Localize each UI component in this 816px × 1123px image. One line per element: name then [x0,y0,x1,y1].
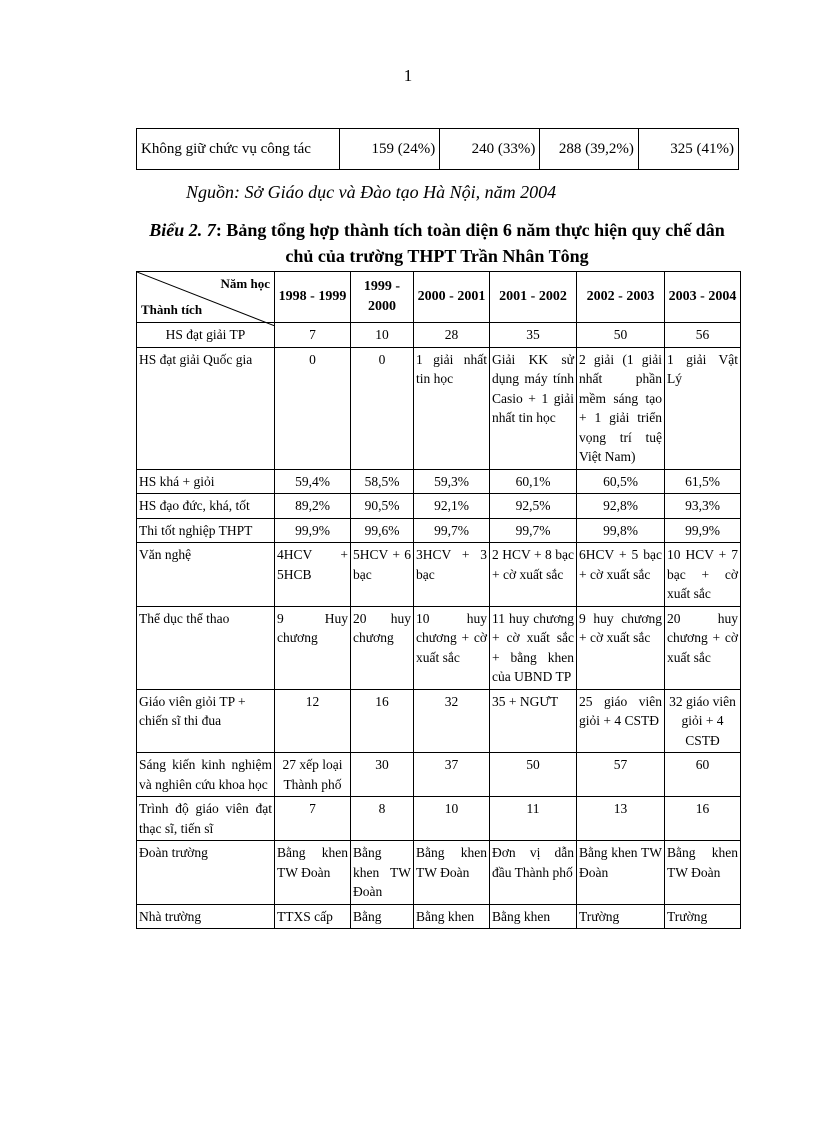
table-cell: 99,8% [577,518,665,543]
table-cell: 92,8% [577,494,665,519]
table-cell: TTXS cấp [275,904,351,929]
table-cell: 32 [414,689,490,753]
table-cell: 2 HCV + 8 bạc + cờ xuất sắc [490,543,577,607]
row-label: Không giữ chức vụ công tác [137,129,340,170]
row-label: HS đạo đức, khá, tốt [137,494,275,519]
row-label: HS khá + giỏi [137,469,275,494]
table-cell: 10 [414,797,490,841]
table-cell: 90,5% [351,494,414,519]
table-cell: Bằng khen TW Đoàn [577,841,665,905]
table-cell: 99,7% [490,518,577,543]
table-cell: 0 [275,347,351,469]
table-cell: 9 Huy chương [275,606,351,689]
table-cell: 99,9% [275,518,351,543]
table-row [137,904,741,929]
row-label: Thi tốt nghiệp THPT [137,518,275,543]
row-label: Nhà trường [137,904,275,929]
table-cell: 59,3% [414,469,490,494]
table-cell: 0 [351,347,414,469]
row-label: HS đạt giải TP [137,323,275,348]
table-row [137,689,741,753]
table-cell: 7 [275,323,351,348]
table-cell: 325 (41%) [638,129,738,170]
table-cell: 12 [275,689,351,753]
table-cell: 60,5% [577,469,665,494]
header-row [137,272,741,323]
achievements-table [136,271,741,929]
year-header: 1999 - 2000 [351,272,414,323]
table-row [137,543,741,607]
year-header: 2003 - 2004 [665,272,741,323]
header-corner [137,272,275,323]
table-cell: 16 [351,689,414,753]
table-cell: 11 [490,797,577,841]
table-cell: 16 [665,797,741,841]
corner-label-achievement: Thành tích [141,302,203,317]
table-cell: 58,5% [351,469,414,494]
table-cell: 5HCV + 6 bạc [351,543,414,607]
table-cell: 92,5% [490,494,577,519]
table-cell: 27 xếp loại Thành phố [275,753,351,797]
table-cell: 37 [414,753,490,797]
year-header: 1998 - 1999 [275,272,351,323]
table-cell: 50 [577,323,665,348]
row-label: Văn nghệ [137,543,275,607]
table-cell: 25 giáo viên giỏi + 4 CSTĐ [577,689,665,753]
table-cell: Bằng khen TW Đoàn [351,841,414,905]
table-cell: 92,1% [414,494,490,519]
source-note: Nguồn: Sở Giáo dục và Đào tạo Hà Nội, năm 2004 [186,182,557,202]
table-cell: 159 (24%) [340,129,440,170]
table-cell: 99,6% [351,518,414,543]
table-cell: 30 [351,753,414,797]
table-row [137,606,741,689]
caption-text: : Bảng tổng hợp thành tích toàn diện 6 năm thực hiện quy chế dân chủ của trường THPT Trần Nhân Tông [215,220,725,266]
table-cell: Trường [577,904,665,929]
table-row [137,753,741,797]
row-label: Giáo viên giỏi TP + chiến sĩ thi đua [137,689,275,753]
table-cell: Đơn vị dẫn đầu Thành phố [490,841,577,905]
table-cell: 288 (39,2%) [540,129,639,170]
table-cell: 60 [665,753,741,797]
table-cell: 32 giáo viên giỏi + 4 CSTĐ [665,689,741,753]
table-cell: 2 giải (1 giải nhất phần mềm sáng tạo + 1 giải triển vọng trí tuệ Việt Nam) [577,347,665,469]
table-cell: 59,4% [275,469,351,494]
table-cell: 93,3% [665,494,741,519]
table-cell: Bằng [351,904,414,929]
table-cell: 99,9% [665,518,741,543]
table-cell: 35 [490,323,577,348]
row-label: Sáng kiến kinh nghiệm và nghiên cứu khoa học [137,753,275,797]
table-cell: Bằng khen [490,904,577,929]
table-cell: 3HCV + 3 bạc [414,543,490,607]
table-cell: 13 [577,797,665,841]
table-cell: 57 [577,753,665,797]
table-row [137,494,741,519]
row-label: Thể dục thể thao [137,606,275,689]
table-cell: 28 [414,323,490,348]
year-header: 2000 - 2001 [414,272,490,323]
year-header: 2001 - 2002 [490,272,577,323]
year-header: 2002 - 2003 [577,272,665,323]
table-row [137,797,741,841]
table-cell: 10 HCV + 7 bạc + cờ xuất sắc [665,543,741,607]
table-cell: Giải KK sử dụng máy tính Casio + 1 giải nhất tin học [490,347,577,469]
continued-table-row [136,128,739,170]
table-row [137,469,741,494]
table-cell: 35 + NGƯT [490,689,577,753]
table-row [137,841,741,905]
table-cell: Bằng khen TW Đoàn [665,841,741,905]
table-cell: 4HCV + 5HCB [275,543,351,607]
table-cell: 99,7% [414,518,490,543]
table-cell: Bằng khen [414,904,490,929]
corner-label-year: Năm học [220,276,270,291]
table-cell: Trường [665,904,741,929]
row-label: Đoàn trường [137,841,275,905]
row-label: Trình độ giáo viên đạt thạc sĩ, tiến sĩ [137,797,275,841]
table-cell: 9 huy chương + cờ xuất sắc [577,606,665,689]
table-cell: 10 huy chương + cờ xuất sắc [414,606,490,689]
table-cell: 50 [490,753,577,797]
row-label: HS đạt giải Quốc gia [137,347,275,469]
table-cell: 7 [275,797,351,841]
caption-prefix: Biểu 2. 7 [149,220,216,240]
table-caption [140,217,734,269]
table-row [137,129,739,170]
table-cell: Bằng khen TW Đoàn [414,841,490,905]
table-cell: 1 giải Vật Lý [665,347,741,469]
table-row [137,347,741,469]
table-cell: 89,2% [275,494,351,519]
table-cell: 61,5% [665,469,741,494]
table-cell: 20 huy chương [351,606,414,689]
table-cell: 60,1% [490,469,577,494]
table-row [137,518,741,543]
table-cell: 10 [351,323,414,348]
table-cell: 56 [665,323,741,348]
table-cell: 1 giải nhất tin học [414,347,490,469]
table-cell: 11 huy chương + cờ xuất sắc + bằng khen của UBND TP [490,606,577,689]
table-cell: Bằng khen TW Đoàn [275,841,351,905]
table-row [137,323,741,348]
table-cell: 8 [351,797,414,841]
table-cell: 6HCV + 5 bạc + cờ xuất sắc [577,543,665,607]
table-cell: 240 (33%) [440,129,540,170]
table-cell: 20 huy chương + cờ xuất sắc [665,606,741,689]
page-number: 1 [403,66,413,85]
